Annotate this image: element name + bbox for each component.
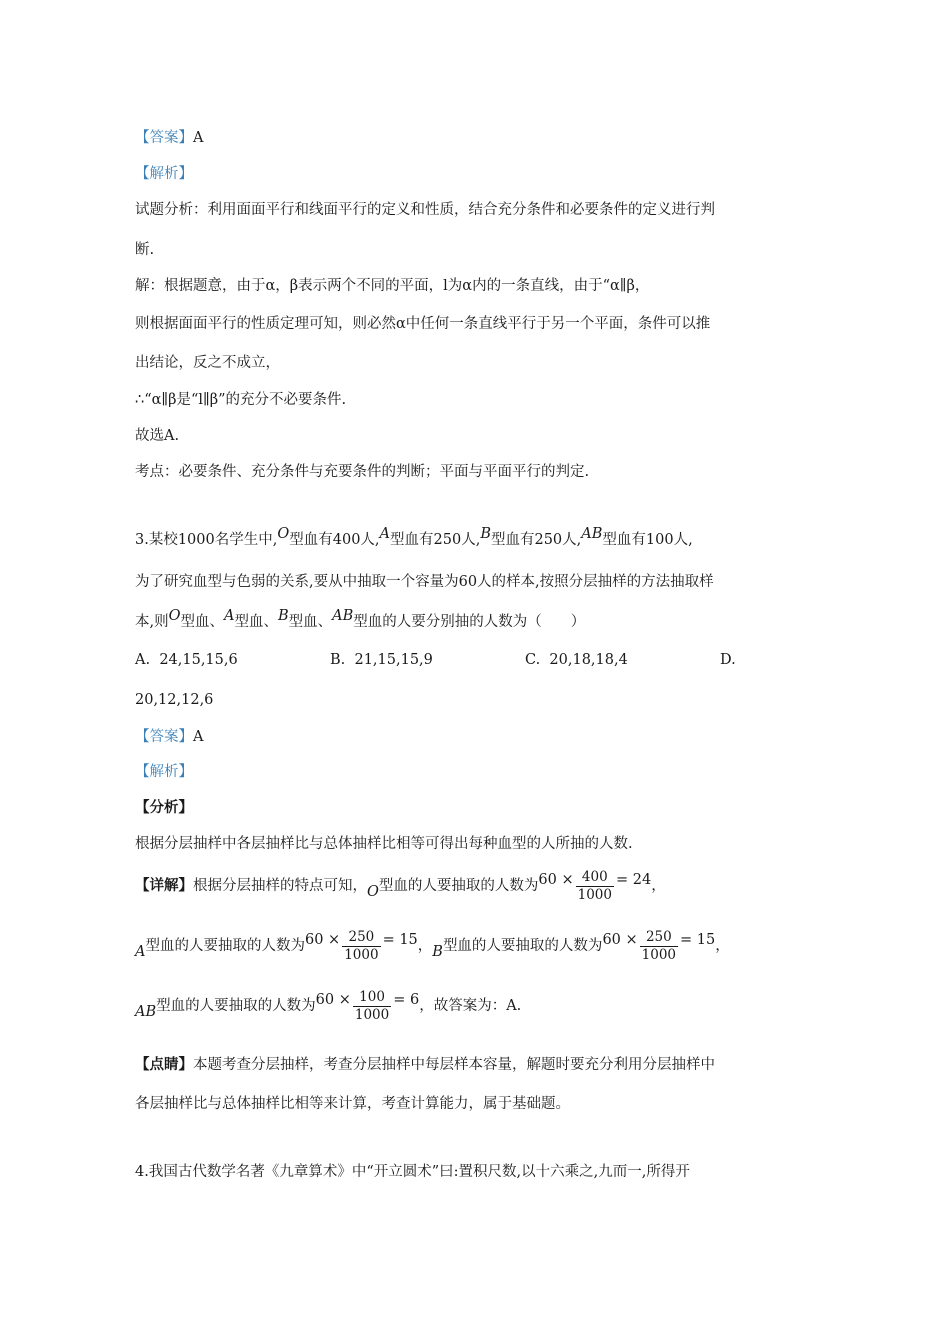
fraction-numerator: 250 <box>640 929 678 947</box>
analysis-text-line: 试题分析：利用面面平行和线面平行的定义和性质，结合充分条件和必要条件的定义进行判 <box>135 202 715 218</box>
fenxi-tag: 【分析】 <box>135 799 193 816</box>
q4-stem-line1: 4.我国古代数学名著《九章算术》中“开立圆术”曰:置积尺数,以十六乘之,九而一,所得开 <box>135 1164 690 1180</box>
answer-value: A <box>193 130 204 146</box>
analysis-heading-q3 <box>135 762 193 782</box>
math-multiply: 60 × <box>304 932 341 948</box>
fraction-denominator: 1000 <box>354 1006 390 1023</box>
analysis-text-line: 断. <box>135 242 155 258</box>
option-value: 20,18,18,4 <box>549 652 628 668</box>
math-var-b: B <box>277 608 289 624</box>
math-var-ab: AB <box>332 608 354 624</box>
analysis-tag: 【解析】 <box>135 764 193 780</box>
choice-text: 故选A. <box>135 428 180 444</box>
option-a <box>135 650 238 670</box>
detail-text: 型血的人要抽取的人数为 <box>145 938 305 954</box>
math-var-ab: AB <box>581 526 603 542</box>
math-var-o: O <box>168 608 181 624</box>
fraction-numerator: 250 <box>342 929 380 947</box>
fraction <box>353 989 391 1024</box>
fenxi-heading <box>135 798 193 818</box>
math-multiply: 60 × <box>602 932 638 948</box>
detail-tag: 【详解】 <box>135 877 193 894</box>
solution-text-line: 则根据面面平行的性质定理可知，则必然α中任何一条直线平行于另一个平面，条件可以推 <box>135 316 711 332</box>
q3-stem-text: 型血有250人, <box>390 532 481 548</box>
option-label: A. <box>135 652 151 668</box>
dianjing-line1 <box>135 1055 715 1075</box>
q3-stem-text: 型血有100人, <box>602 532 693 548</box>
math-var-o: O <box>277 526 290 542</box>
dianjing-tag: 【点睛】 <box>135 1056 193 1073</box>
math-var-a: A <box>224 608 235 624</box>
q3-stem-text: 型血、 <box>288 614 333 630</box>
dianjing-line2: 各层抽样比与总体抽样比相等来计算，考查计算能力，属于基础题。 <box>135 1096 570 1112</box>
fraction <box>576 869 614 904</box>
math-result: = 15 <box>680 932 716 948</box>
dianjing-text: 本题考查分层抽样，考查分层抽样中每层样本容量，解题时要充分利用分层抽样中 <box>193 1057 715 1073</box>
answer-line-q2 <box>135 128 203 148</box>
q3-stem-text: 型血的人要分别抽的人数为（ ） <box>353 614 586 630</box>
math-multiply: 60 × <box>315 992 351 1008</box>
math-var-b: B <box>432 944 443 960</box>
q3-stem-line3 <box>135 608 586 632</box>
math-result: = 15 <box>382 932 418 948</box>
detail-text: ， <box>651 878 666 894</box>
option-b <box>330 650 433 670</box>
detail-line2 <box>135 928 730 964</box>
detail-line3 <box>135 988 521 1024</box>
option-d-value: 20,12,12,6 <box>135 692 214 708</box>
detail-text: 型血的人要抽取的人数为 <box>378 878 539 894</box>
detail-line1 <box>135 868 666 904</box>
detail-text: ， <box>715 938 730 954</box>
option-label: C. <box>525 652 541 668</box>
q3-stem-line1 <box>135 526 693 550</box>
solution-text-line: 解：根据题意，由于α，β表示两个不同的平面，l为α内的一条直线，由于“α∥β， <box>135 278 650 294</box>
q3-stem-text: 型血、 <box>180 614 224 630</box>
math-var-a: A <box>379 526 391 542</box>
math-result: = 6 <box>393 992 420 1008</box>
math-var-ab: AB <box>135 1004 157 1020</box>
math-var-a: A <box>135 944 146 960</box>
detail-text: 型血的人要抽取的人数为 <box>156 998 316 1014</box>
q3-stem-text: 型血有400人, <box>289 532 380 548</box>
q3-stem-text: 本,则 <box>135 614 169 630</box>
math-result: = 24 <box>615 872 652 888</box>
analysis-heading-q2 <box>135 164 193 184</box>
fraction-numerator: 100 <box>353 989 391 1007</box>
q3-stem-text: 3.某校1000名学生中, <box>135 532 278 548</box>
detail-text: 型血的人要抽取的人数为 <box>442 938 603 954</box>
fraction-denominator: 1000 <box>641 946 677 963</box>
detail-text: ，故答案为：A. <box>419 998 522 1014</box>
option-value: 21,15,15,9 <box>354 652 433 668</box>
option-c <box>525 650 628 670</box>
q3-stem-text: 型血、 <box>234 614 278 630</box>
option-value: 24,15,15,6 <box>159 652 238 668</box>
q3-stem-line2: 为了研究血型与色弱的关系,要从中抽取一个容量为60人的样本,按照分层抽样的方法抽取样 <box>135 574 714 590</box>
fraction <box>342 929 380 964</box>
fraction-denominator: 1000 <box>577 886 612 903</box>
conclusion-text: ∴“α∥β是“l∥β”的充分不必要条件. <box>135 392 347 408</box>
option-d <box>720 650 736 670</box>
detail-text: 根据分层抽样的特点可知， <box>193 878 367 894</box>
fenxi-text: 根据分层抽样中各层抽样比与总体抽样比相等可得出每种血型的人所抽的人数. <box>135 836 633 852</box>
option-label: D. <box>720 652 736 668</box>
detail-text: ， <box>417 938 433 954</box>
option-label: B. <box>330 652 346 668</box>
math-var-o: O <box>367 884 379 900</box>
fraction-numerator: 400 <box>576 869 614 887</box>
fraction-denominator: 1000 <box>344 946 379 963</box>
kaodian-text: 考点：必要条件、充分条件与充要条件的判断；平面与平面平行的判定. <box>135 464 590 480</box>
answer-tag: 【答案】 <box>135 130 193 146</box>
answer-tag: 【答案】 <box>135 729 193 745</box>
solution-text-line: 出结论，反之不成立， <box>135 355 280 371</box>
math-multiply: 60 × <box>538 872 574 888</box>
analysis-tag: 【解析】 <box>135 166 193 182</box>
answer-line-q3 <box>135 727 203 747</box>
q3-stem-text: 型血有250人, <box>490 532 582 548</box>
math-var-b: B <box>480 526 491 542</box>
answer-value: A <box>193 729 204 745</box>
fraction <box>640 929 678 964</box>
